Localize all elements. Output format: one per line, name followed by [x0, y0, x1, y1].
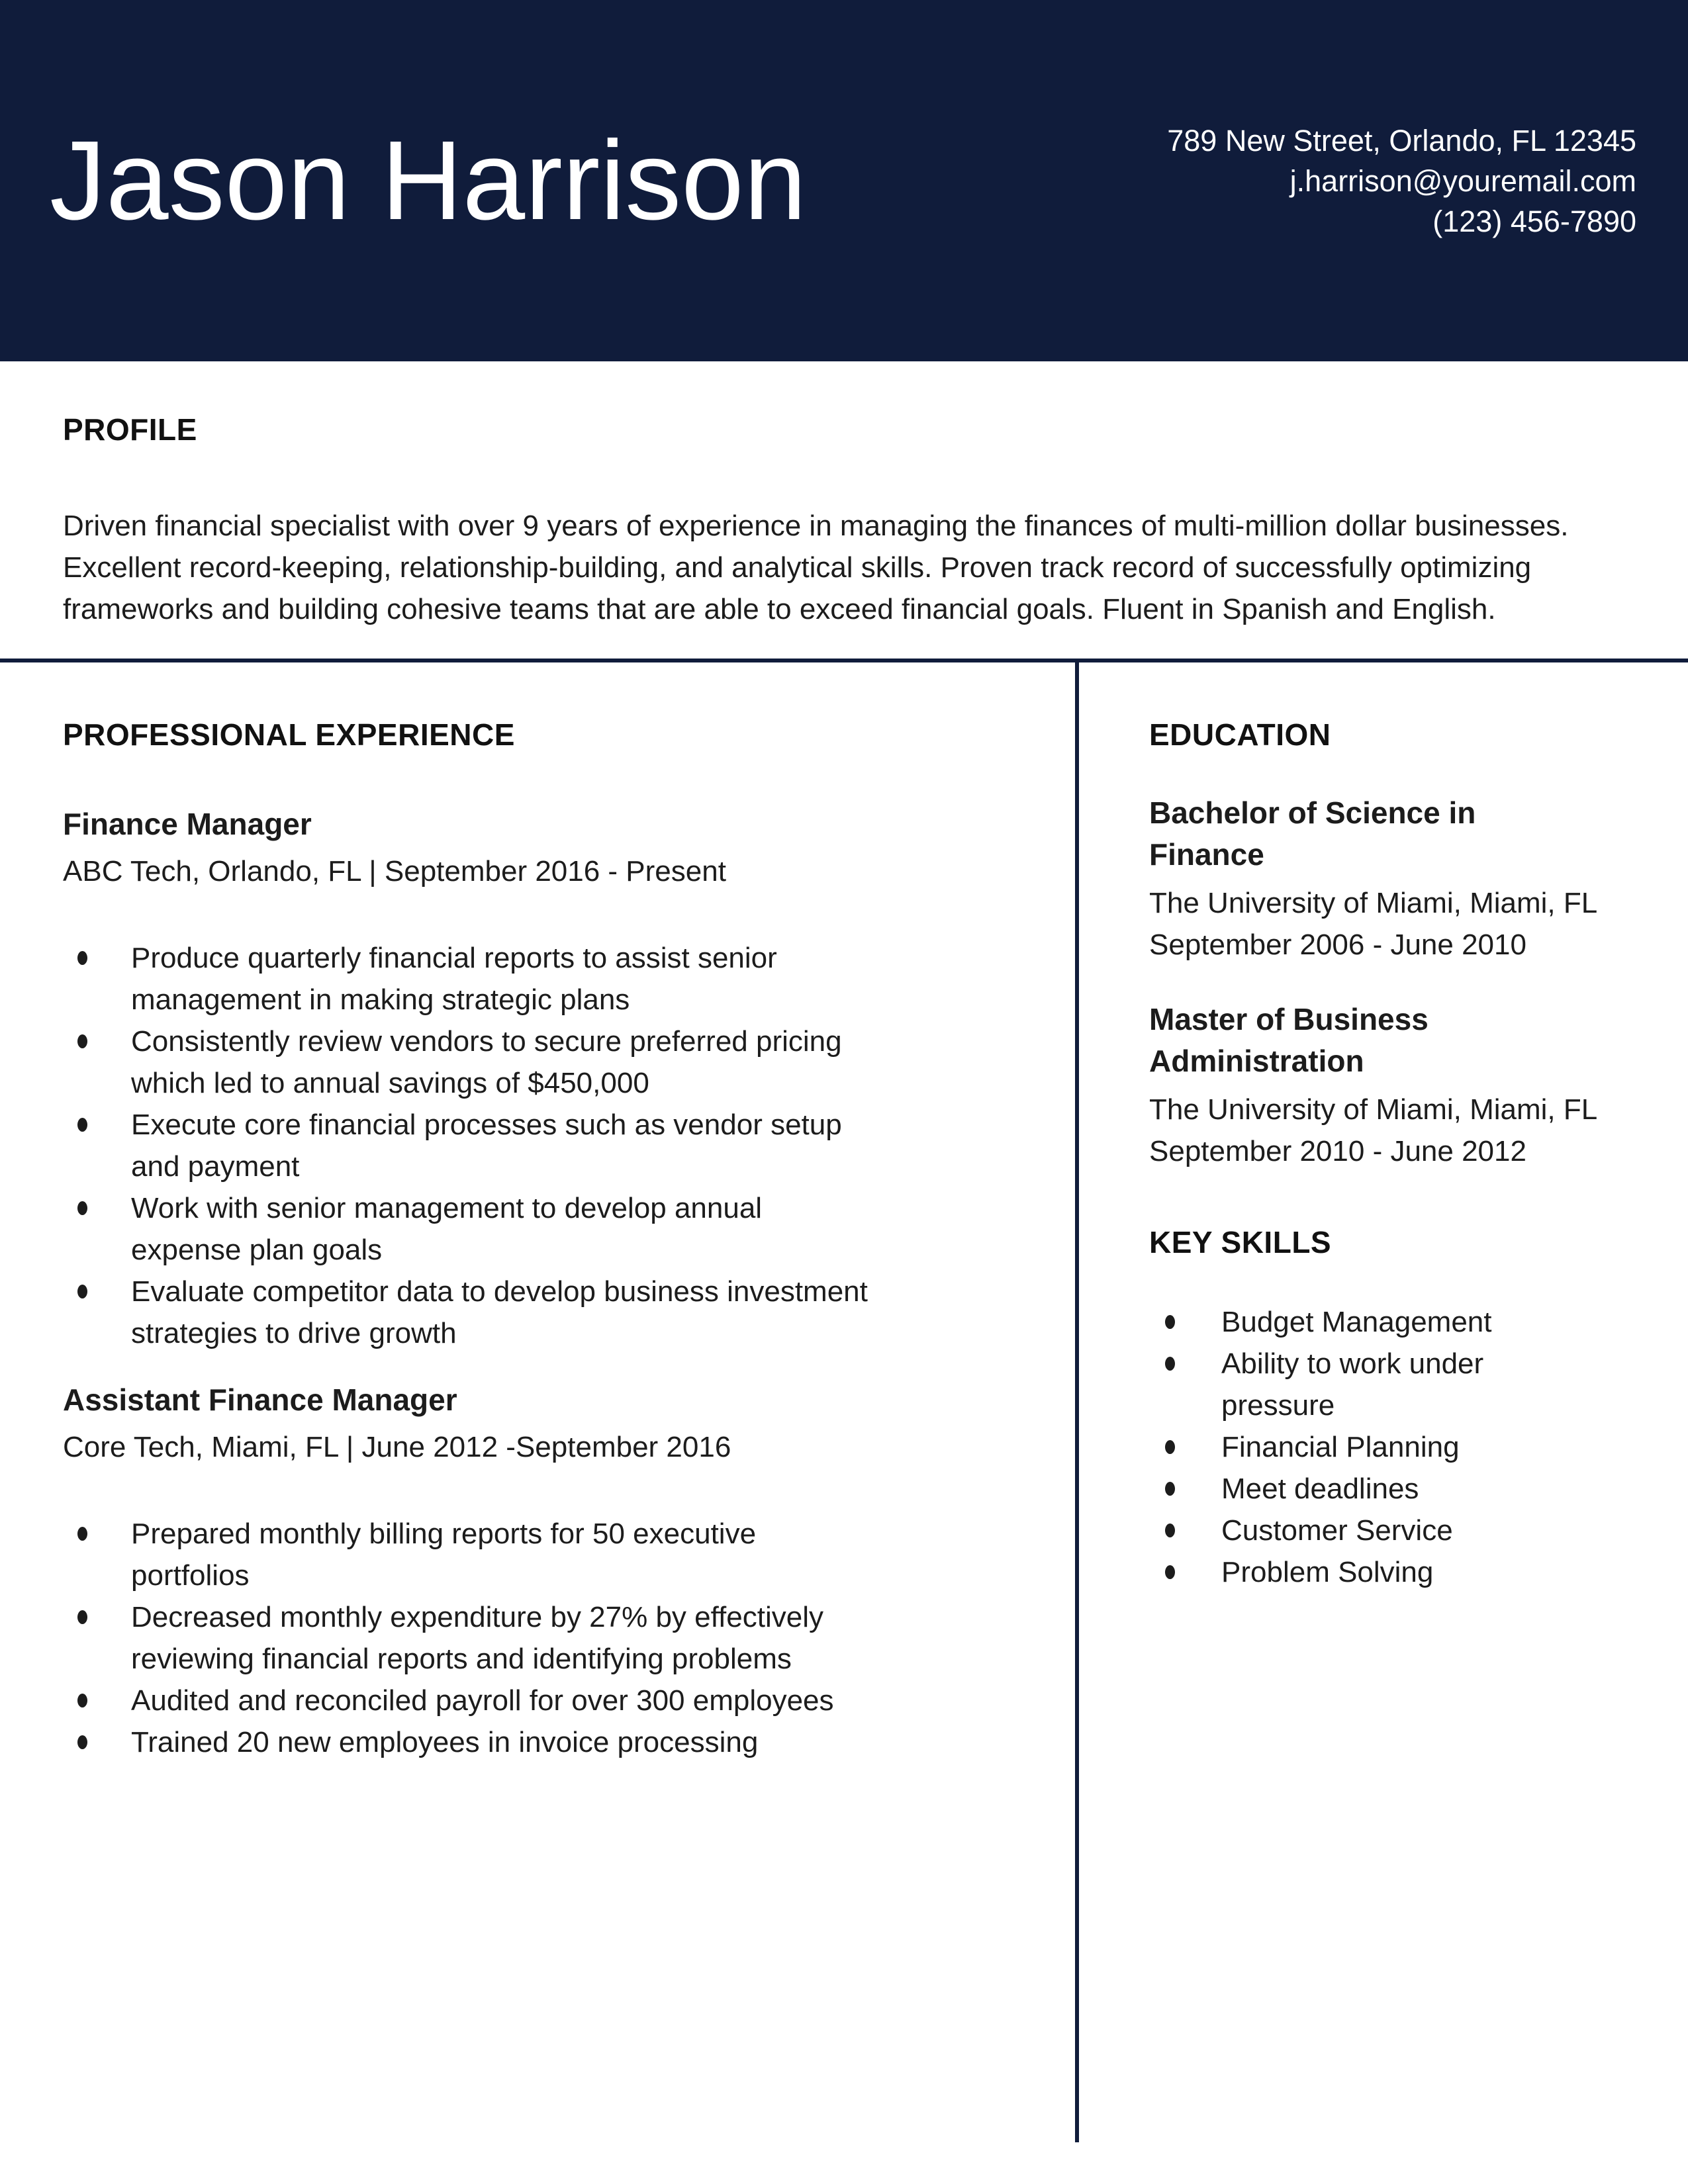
experience-section [0, 662, 1075, 2142]
bullet-marker [77, 1118, 87, 1132]
bullet-marker [77, 1034, 87, 1048]
bullet-marker [77, 1735, 87, 1749]
job-bullet: Trained 20 new employees in invoice processing [63, 1721, 1075, 1763]
bullet-marker [1165, 1524, 1175, 1537]
skill-item: Meet deadlines [1149, 1468, 1635, 1510]
job-meta: ABC Tech, Orlando, FL | September 2016 - Present [63, 855, 726, 887]
job-bullet: Produce quarterly financial reports to assist senior management in making strategic plans [63, 937, 1075, 1021]
job-bullet-list [63, 1513, 1075, 1763]
skill-item: Customer Service [1149, 1510, 1635, 1551]
profile-section [0, 409, 1688, 630]
job-bullet: Work with senior management to develop annual expense plan goals [63, 1187, 1075, 1271]
bullet-marker [77, 951, 87, 965]
skill-item: Budget Management [1149, 1301, 1635, 1343]
profile-heading: PROFILE [63, 412, 197, 447]
bullet-marker [77, 1694, 87, 1707]
degree-dates: September 2006 - June 2010 [1149, 929, 1526, 961]
degree-school: The University of Miami, Miami, FL [1149, 1093, 1598, 1126]
bullet-marker [1165, 1440, 1175, 1454]
body-columns [0, 662, 1688, 2142]
skills-list [1149, 1301, 1635, 1593]
bullet-marker [77, 1527, 87, 1541]
resume-header [0, 0, 1688, 361]
experience-heading: PROFESSIONAL EXPERIENCE [63, 717, 515, 752]
bullet-marker [1165, 1482, 1175, 1496]
bullet-marker [1165, 1315, 1175, 1329]
contact-address: 789 New Street, Orlando, FL 12345 [1167, 123, 1636, 158]
bullet-marker [1165, 1565, 1175, 1579]
education-skills-column [1079, 662, 1688, 2142]
bullet-marker [77, 1285, 87, 1298]
degree-school: The University of Miami, Miami, FL [1149, 887, 1598, 919]
candidate-name: Jason Harrison [50, 118, 807, 244]
degree-name: Master of Business Administration [1149, 1002, 1429, 1078]
job-bullet: Consistently review vendors to secure preferred pricing which led to annual savings of $450,000 [63, 1021, 1075, 1104]
job-bullet: Audited and reconciled payroll for over 300 employees [63, 1680, 1075, 1721]
bullet-marker [1165, 1357, 1175, 1371]
bullet-marker [77, 1610, 87, 1624]
job-bullet: Evaluate competitor data to develop business investment strategies to drive growth [63, 1271, 1075, 1354]
job-bullet: Execute core financial processes such as vendor setup and payment [63, 1104, 1075, 1187]
contact-phone: (123) 456-7890 [1432, 204, 1636, 238]
degree-name: Bachelor of Science in Finance [1149, 796, 1476, 872]
job-meta: Core Tech, Miami, FL | June 2012 -September 2016 [63, 1431, 731, 1463]
skill-item: Financial Planning [1149, 1426, 1635, 1468]
job-bullet: Prepared monthly billing reports for 50 executive portfolios [63, 1513, 1075, 1596]
job-title: Finance Manager [63, 807, 312, 841]
job-title: Assistant Finance Manager [63, 1383, 457, 1417]
contact-block [1167, 120, 1636, 242]
skill-item: Problem Solving [1149, 1551, 1635, 1593]
contact-email: j.harrison@youremail.com [1289, 163, 1636, 198]
education-heading: EDUCATION [1149, 717, 1331, 752]
degree-dates: September 2010 - June 2012 [1149, 1135, 1526, 1167]
job-bullet-list [63, 937, 1075, 1354]
skill-item: Ability to work under pressure [1149, 1343, 1635, 1426]
job-bullet: Decreased monthly expenditure by 27% by effectively reviewing financial reports and identifying problems [63, 1596, 1075, 1680]
profile-text: Driven financial specialist with over 9 years of experience in managing the finances of multi-million dollar businesses. Excellent record-keeping, relationship-building, and analytical skills. Proven track record of successfully optimizing frameworks and building cohesive teams that are able to exceed financial goals. Fluent in Spanish and English. [63, 510, 1569, 625]
skills-heading: KEY SKILLS [1149, 1225, 1332, 1259]
bullet-marker [77, 1201, 87, 1215]
